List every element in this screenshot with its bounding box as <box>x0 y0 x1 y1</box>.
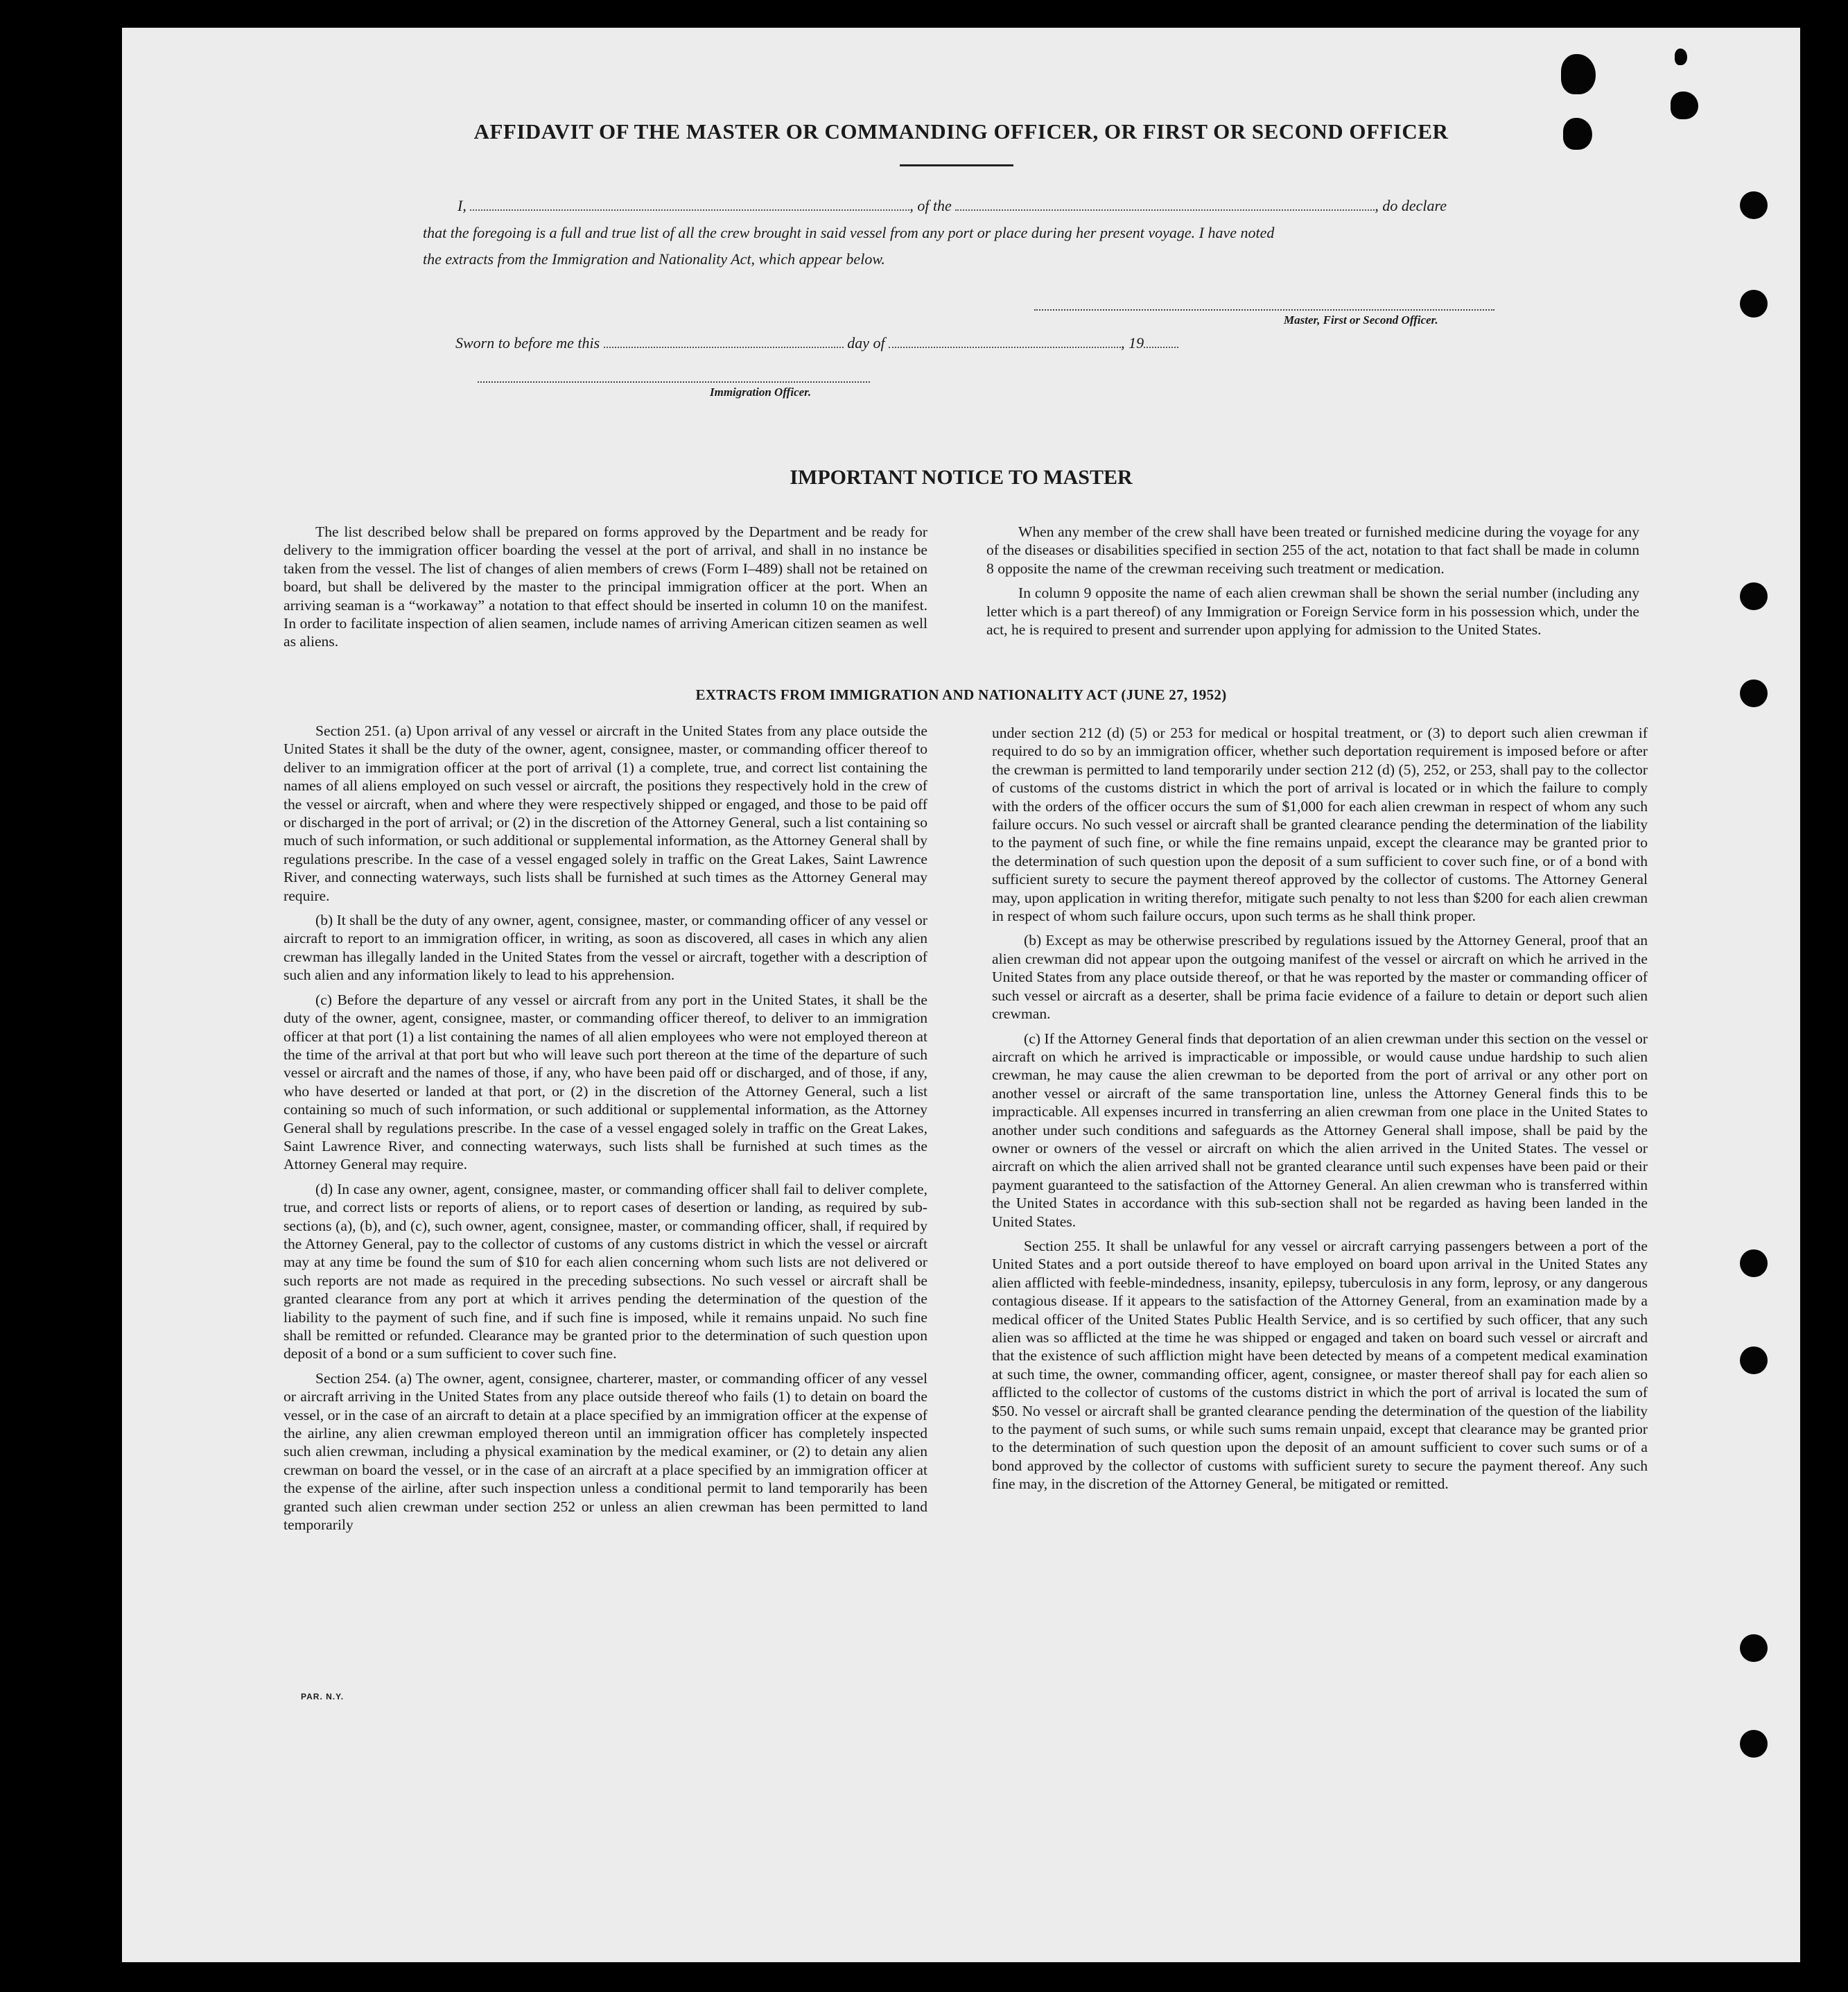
title-rule <box>900 164 1013 166</box>
extract-paragraph: (b) Except as may be otherwise prescribed by regulations issued by the Attorney General, proof that an alien crewman did not appear upon the outgoing manifest of the vessel or aircraft on which he arrived in the United States from any place outside thereof, or that he was reported by the master or commanding officer of such vessel or aircraft as a deserter, shall be prima facie evidence of a failure to detain or deport such alien crewman. <box>992 932 1648 1023</box>
notice-title: IMPORTANT NOTICE TO MASTER <box>790 466 1133 489</box>
declaration-text-1: that the foregoing is a full and true list of all the crew brought in said vessel from any port or place during her present voyage. I have noted <box>423 224 1275 241</box>
binder-hole <box>1740 290 1768 318</box>
binder-hole <box>1740 679 1768 707</box>
ink-blot <box>1561 54 1596 94</box>
extract-paragraph: (d) In case any owner, agent, consignee, master, or commanding officer shall fail to deliver complete, true, and correct lists or reports of aliens, or to report cases of desertion or landing, as required by sub-sections (a), (b), and (c), such owner, agent, consignee, master, or commanding officer, shall, if required by the Attorney General, pay to the collector of customs of any customs district in which the vessel or aircraft may at any time be found the sum of $10 for each alien concerning whom such lists are not delivered or such reports are not made as required in the preceding subsections. No such vessel or aircraft shall be granted clearance from any port at which it arrives pending the determination of the question of the liability to the payment of such fine, and if such fine is imposed, while it remains unpaid. No such fine shall be remitted or refunded. Clearance may be granted prior to the determination of such question upon deposit of a bond or a sum sufficient to cover such fine. <box>284 1180 927 1362</box>
day-of-label: day of <box>847 334 885 352</box>
master-signature-label: Master, First or Second Officer. <box>1284 313 1438 327</box>
binder-hole <box>1740 1346 1768 1374</box>
officer-signature-label: Immigration Officer. <box>710 386 812 399</box>
name-blank[interactable] <box>470 200 909 211</box>
ink-blot <box>1671 92 1698 119</box>
declaration-text-2: the extracts from the Immigration and Nationality Act, which appear below. <box>423 250 885 268</box>
notice-paragraph: When any member of the crew shall have been treated or furnished medicine during the voyage for any of the diseases or disabilities specified in section 255 of the act, notation to that fact shall be made in column 8 opposite the name of the crewman receiving such treatment or medication. <box>986 523 1639 577</box>
sworn-line <box>455 334 1426 352</box>
year-label: , 19 <box>1121 334 1144 352</box>
extract-paragraph: Section 251. (a) Upon arrival of any vessel or aircraft in the United States from any place outside the United States it shall be the duty of the owner, agent, consignee, master, or commanding officer thereof to deliver to an immigration officer at the port of arrival (1) a complete, true, and correct list containing the names of all aliens employed on such vessel or aircraft, the positions they respectively hold in the crew of the vessel or aircraft, when and where they were respectively shipped or engaged, and those to be paid off or discharged in the port of arrival; or (2) in the discretion of the Attorney General, such a list containing so much of such information, or such additional or supplemental information, as the Attorney General shall by regulations prescribe. In the case of a vessel engaged solely in traffic on the Great Lakes, Saint Lawrence River, and connecting waterways, such lists shall be furnished at such times as the Attorney General may require. <box>284 722 927 904</box>
notice-right-column <box>986 523 1639 645</box>
notice-left-column <box>284 523 927 657</box>
declaration-of-the: , of the <box>909 197 952 214</box>
ink-blot <box>1675 49 1687 65</box>
extract-paragraph: under section 212 (d) (5) or 253 for medical or hospital treatment, or (3) to deport such alien crewman if required to do so by an immigration officer, whether such deportation requirement is imposed before or after the crewman is permitted to land temporarily under section 212 (d) (5), 252, or 253, shall pay to the collector of customs of the customs district in which the port of arrival is located or in which the failure to comply with the orders of the officer occurs the sum of $1,000 for each alien crewman in respect of whom any such failure occurs. No such vessel or aircraft shall be granted clearance pending the determination of the liability to the payment of such fine, or while the fine remains unpaid, except the clearance may be granted prior to the determination of such question upon the deposit of a sum sufficient to cover such fine, or of a bond with sufficient surety to secure the payment thereof approved by the collector of customs. The Attorney General may, upon application in writing therefor, mitigate such penalty to not less than $200 for each alien crewman in respect of whom such failure occurs, upon such terms as he shall think proper. <box>992 725 1648 925</box>
affidavit-title: AFFIDAVIT OF THE MASTER OR COMMANDING OFFICER, OR FIRST OR SECOND OFFICER <box>473 119 1449 144</box>
ink-blot <box>1563 118 1592 150</box>
extract-paragraph: Section 254. (a) The owner, agent, consignee, charterer, master, or commanding officer of any vessel or aircraft arriving in the United States from any place outside thereof who fails (1) to detain on board the vessel, or in the case of an aircraft to detain at a place specified by an immigration officer at the expense of the airline, any alien crewman employed thereon until an immigration officer has completely inspected such alien crewman, including a physical examination by the medical examiner, or (2) to detain any alien crewman on board the vessel, or in the case of an aircraft at a place specified by an immigration officer at the expense of the airline, after such inspection unless a conditional permit to land temporarily has been granted such alien crewman under section 252 or unless an alien crewman has been permitted to land temporarily <box>284 1369 927 1534</box>
binder-hole <box>1740 1634 1768 1662</box>
binder-hole <box>1740 191 1768 219</box>
document-page <box>122 28 1800 1962</box>
binder-hole <box>1740 1730 1768 1758</box>
declaration-declare: , do declare <box>1375 197 1447 214</box>
extract-paragraph: (b) It shall be the duty of any owner, agent, consignee, master, or commanding officer of any vessel or aircraft to report to an immigration officer, in writing, as soon as discovered, all cases in which any alien crewman has illegally landed in the United States from the vessel or aircraft, together with a description of such alien and any information likely to lead to his apprehension. <box>284 912 927 984</box>
declaration-i: I, <box>457 197 467 214</box>
extract-paragraph: Section 255. It shall be unlawful for any vessel or aircraft carrying passengers between a port of the United States and a port outside thereof to have employed on board upon arrival in the United States any alien afflicted with feeble-mindedness, insanity, epilepsy, tuberculosis in any form, leprosy, or any dangerous contagious disease. If it appears to the satisfaction of the Attorney General, from an examination made by a medical officer of the United States Public Health Service, and is so certified by such officer, that any such alien was so afflicted at the time he was shipped or engaged and taken on board such vessel or aircraft and that the existence of such affliction might have been detected by means of a competent medical examination at such time, the owner, commanding officer, agent, consignee, or master thereof shall pay for each alien so afflicted to the collector of customs of the customs district in which the port of arrival is located the sum of $50. No vessel or aircraft shall be granted clearance pending the determination of the question of the liability to the payment of such sums, or while such sums remain unpaid, except that clearance may be granted prior to the determination of such question upon the deposit of an amount sufficient to cover such sums or of a bond approved by the collector of customs with sufficient surety to secure the payment thereof. Any such fine may, in the discretion of the Attorney General, be mitigated or remitted. <box>992 1237 1648 1493</box>
printer-mark: PAR. N.Y. <box>301 1692 345 1701</box>
notice-paragraph: The list described below shall be prepared on forms approved by the Department and be ready for delivery to the immigration officer boarding the vessel at the port of arrival, and shall in no instance be taken from the vessel. The list of changes of alien members of crews (Form I–489) shall not be retained on board, but shall be delivered by the master to the principal immigration officer at the port. When an arriving seaman is a “workaway” a notation to that effect should be inserted in column 10 on the manifest. In order to facilitate inspection of alien seamen, include names of arriving American citizen seamen as well as aliens. <box>284 523 927 650</box>
month-blank[interactable] <box>889 337 1121 348</box>
sworn-label: Sworn to before me this <box>455 334 600 352</box>
officer-signature-line[interactable] <box>478 381 870 383</box>
declaration-line <box>457 197 1501 215</box>
extracts-right-column <box>992 724 1648 1500</box>
extracts-left-column <box>284 722 927 1540</box>
binder-hole <box>1740 582 1768 610</box>
sworn-date-blank[interactable] <box>604 337 844 348</box>
extract-paragraph: (c) Before the departure of any vessel or aircraft from any port in the United States, it shall be the duty of the owner, agent, consignee, master, or commanding officer thereof, to deliver to an immigration officer at that port (1) a list containing the names of all alien employees who were not employed thereon at the time of the arrival at that port but who will leave such port thereon at the time of the departure of such vessel or aircraft and the names of those, if any, who have been paid off or discharged, and of those, if any, who have deserted or landed at that port, or (2) in the discretion of the Attorney General, such a list containing so much of such information, or such additional or supplemental information, as the Attorney General shall by regulations prescribe. In the case of a vessel engaged solely in traffic on the Great Lakes, Saint Lawrence River, and connecting waterways, such lists shall be furnished at such times as the Attorney General may require. <box>284 991 927 1173</box>
extracts-title: EXTRACTS FROM IMMIGRATION AND NATIONALITY ACT (JUNE 27, 1952) <box>695 686 1227 703</box>
master-signature-line[interactable] <box>1034 309 1494 311</box>
extract-paragraph: (c) If the Attorney General finds that deportation of an alien crewman under this section on the vessel or aircraft on which he arrived is impracticable or impossible, or would cause undue hardship to such alien crewman, he may cause the alien crewman to be deported from the port of arrival or any other port on another vessel or aircraft of the same transportation line, unless the Attorney General finds this to be impracticable. All expenses incurred in transferring an alien crewman from one place in the United States to another under such conditions and safeguards as the Attorney General shall impose, shall be paid by the owner or owners of the vessel or aircraft on which the alien arrived in the United States. The vessel or aircraft on which the alien arrived shall not be granted clearance until such expenses have been paid or their payment guaranteed to the satisfaction of the Attorney General. An alien crewman who is transferred within the United States in accordance with this sub-section shall not be regarded as having been landed in the United States. <box>992 1030 1648 1230</box>
vessel-blank[interactable] <box>955 200 1375 211</box>
notice-paragraph: In column 9 opposite the name of each alien crewman shall be shown the serial number (including any letter which is a part thereof) of any Immigration or Foreign Service form in his possession which, under the act, he is required to present and surrender upon applying for admission to the United States. <box>986 584 1639 639</box>
binder-hole <box>1740 1249 1768 1277</box>
year-blank[interactable] <box>1144 337 1178 348</box>
